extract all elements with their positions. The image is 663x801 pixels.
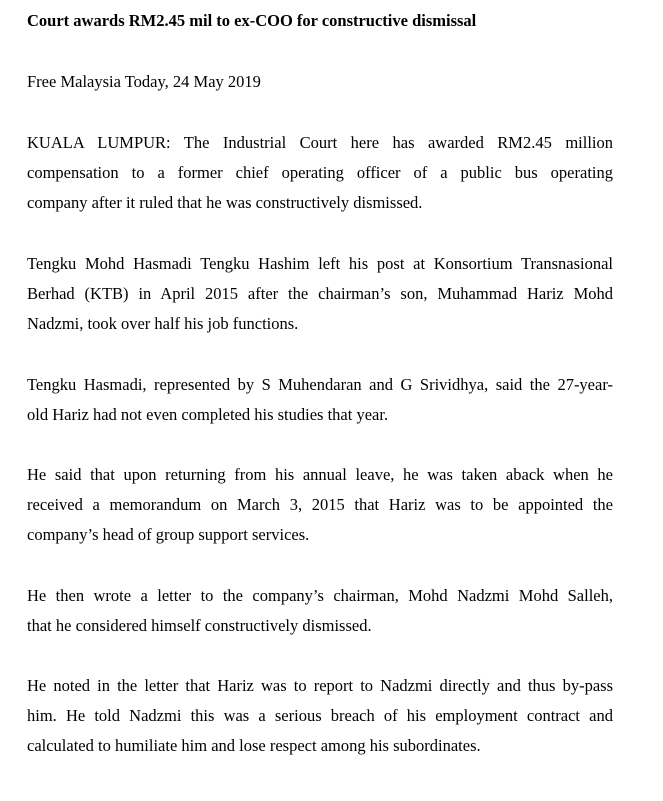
paragraph-line: received a memorandum on March 3, 2015 that Hariz was to be appointed the bbox=[27, 495, 613, 515]
paragraph-line: He said that upon returning from his annual leave, he was taken aback when he bbox=[27, 465, 613, 484]
paragraph-line: KUALA LUMPUR: The Industrial Court here has awarded RM2.45 million bbox=[27, 133, 613, 152]
paragraph-line: Tengku Hasmadi, represented by S Muhendaran and G Srividhya, said the 27-year- bbox=[27, 375, 613, 394]
paragraph-line: him. He told Nadzmi this was a serious breach of his employment contract and bbox=[27, 706, 613, 726]
article-title: Court awards RM2.45 mil to ex-COO for constructive dismissal bbox=[27, 11, 477, 30]
article-paragraph-6 bbox=[27, 671, 613, 762]
article-paragraph-3 bbox=[27, 370, 613, 430]
article-byline: Free Malaysia Today, 24 May 2019 bbox=[27, 72, 261, 91]
paragraph-line: company’s head of group support services. bbox=[27, 525, 310, 545]
paragraph-line: that he considered himself constructively dismissed. bbox=[27, 616, 372, 636]
article-paragraph-5 bbox=[27, 581, 613, 641]
paragraph-line: old Hariz had not even completed his studies that year. bbox=[27, 405, 389, 425]
article-paragraph-2 bbox=[27, 249, 613, 340]
paragraph-line: He then wrote a letter to the company’s chairman, Mohd Nadzmi Mohd Salleh, bbox=[27, 586, 613, 605]
paragraph-line: Nadzmi, took over half his job functions. bbox=[27, 314, 299, 334]
article-paragraph-4 bbox=[27, 460, 613, 551]
paragraph-line: compensation to a former chief operating officer of a public bus operating bbox=[27, 163, 613, 183]
paragraph-line: Berhad (KTB) in April 2015 after the chairman’s son, Muhammad Hariz Mohd bbox=[27, 284, 613, 304]
paragraph-line: He noted in the letter that Hariz was to report to Nadzmi directly and thus by-pass bbox=[27, 676, 613, 695]
paragraph-line: Tengku Mohd Hasmadi Tengku Hashim left his post at Konsortium Transnasional bbox=[27, 254, 613, 273]
paragraph-line: company after it ruled that he was constructively dismissed. bbox=[27, 193, 423, 213]
paragraph-line: calculated to humiliate him and lose respect among his subordinates. bbox=[27, 736, 481, 756]
article-paragraph-1 bbox=[27, 128, 613, 219]
